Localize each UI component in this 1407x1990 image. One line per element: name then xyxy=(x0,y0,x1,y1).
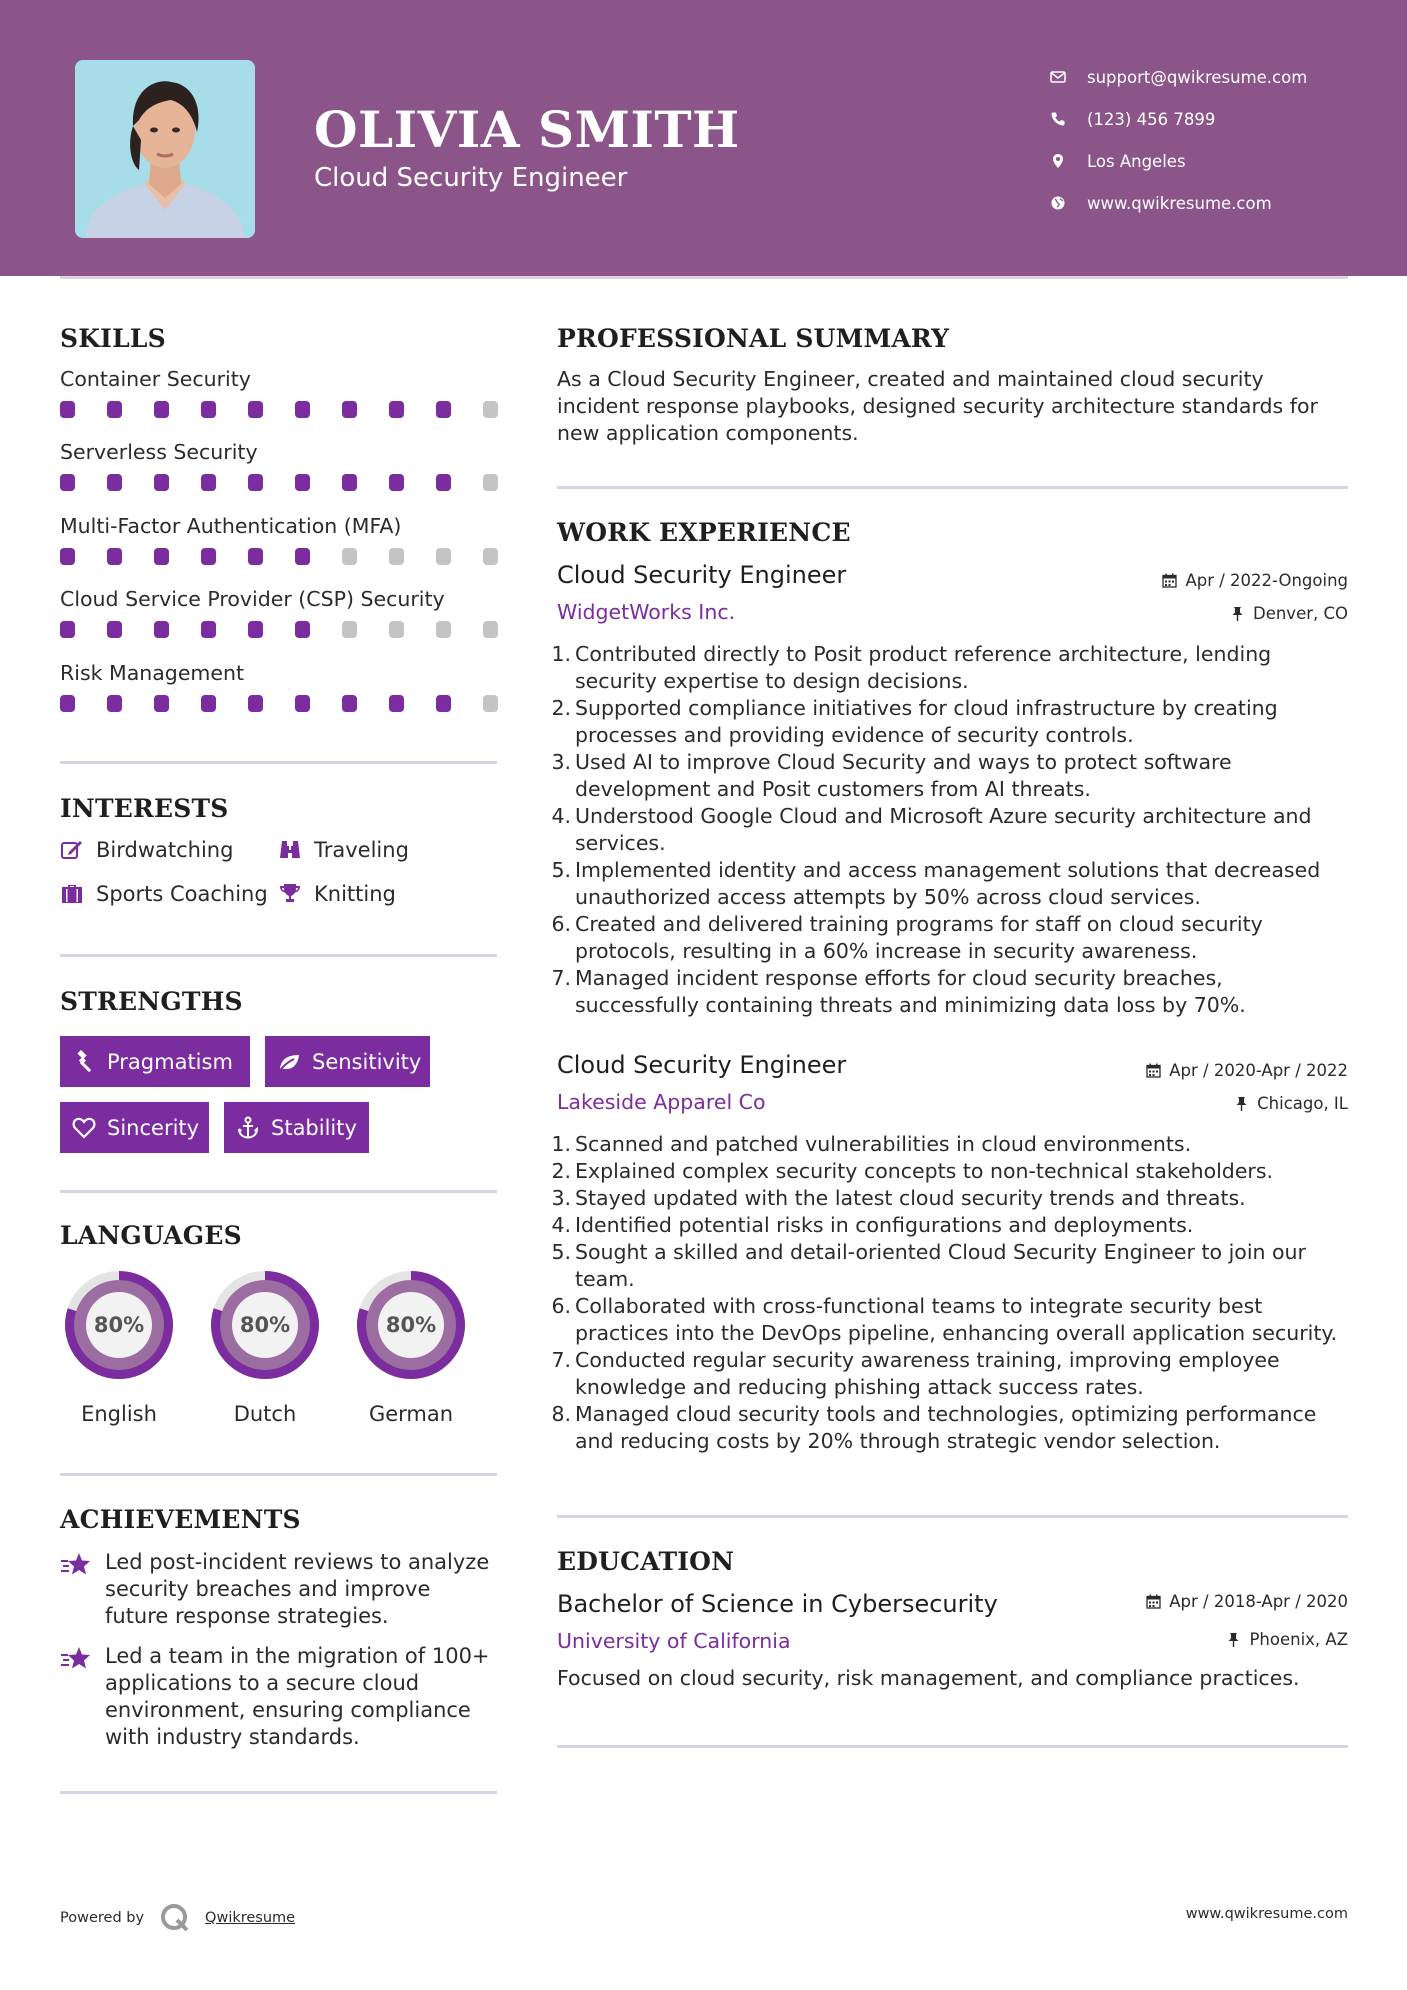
job-location xyxy=(1230,604,1348,623)
language-percent: 80% xyxy=(385,1313,437,1337)
job-dates xyxy=(1162,571,1348,590)
interest-item xyxy=(278,838,409,862)
skill-dot-empty xyxy=(483,621,498,638)
profile-photo xyxy=(75,60,255,238)
company-name: Lakeside Apparel Co xyxy=(557,1090,766,1114)
achievement-item xyxy=(60,1549,500,1630)
skill-dot-empty xyxy=(483,695,498,712)
footer-powered-by xyxy=(60,1902,295,1934)
section-divider xyxy=(557,486,1348,489)
strength-label: Pragmatism xyxy=(107,1049,233,1074)
skill-item xyxy=(60,440,500,491)
strengths-title: STRENGTHS xyxy=(60,987,243,1016)
pushpin-icon xyxy=(1230,606,1245,621)
edit-icon xyxy=(60,838,96,862)
list-item: 4. Identified potential risks in configurations and deployments. xyxy=(551,1213,1194,1237)
job-dates-text: Apr / 2020-Apr / 2022 xyxy=(1169,1061,1348,1080)
skill-dot-filled xyxy=(248,548,263,565)
skill-dot-filled xyxy=(201,621,216,638)
school-name: University of California xyxy=(557,1629,791,1653)
skill-dot-filled xyxy=(436,695,451,712)
language-name: English xyxy=(81,1402,157,1426)
interest-label: Traveling xyxy=(314,838,409,862)
skill-dot-filled xyxy=(201,695,216,712)
skill-dot-filled xyxy=(201,548,216,565)
calendar-icon xyxy=(1146,1063,1161,1078)
heart-icon xyxy=(72,1116,96,1140)
skill-dot-filled xyxy=(154,548,169,565)
language-percent: 80% xyxy=(239,1313,291,1337)
skill-dot-filled xyxy=(154,621,169,638)
contact-website[interactable] xyxy=(1050,182,1307,224)
skill-dot-empty xyxy=(483,401,498,418)
skill-dot-empty xyxy=(389,621,404,638)
skill-dot-empty xyxy=(436,548,451,565)
pushpin-icon xyxy=(1234,1096,1249,1111)
list-item: 5. Sought a skilled and detail-oriented Cloud Security Engineer to join our team. xyxy=(551,1240,1306,1291)
language-item xyxy=(350,1264,472,1426)
job-bullets xyxy=(551,1131,1351,1455)
binoculars-icon xyxy=(278,838,314,862)
contact-phone[interactable] xyxy=(1050,98,1307,140)
section-divider xyxy=(60,761,497,764)
resume-header xyxy=(0,0,1407,276)
education-dates-text: Apr / 2018-Apr / 2020 xyxy=(1169,1592,1348,1611)
skill-item xyxy=(60,661,500,712)
trophy-icon xyxy=(278,882,314,906)
summary-text: As a Cloud Security Engineer, created and maintained cloud security incident response playbooks, designed security architecture standards for new application components. xyxy=(557,367,1318,445)
list-item: 7. Managed incident response efforts for cloud security breaches, successfully containing threats and minimizing data loss by 70%. xyxy=(551,966,1246,1017)
skill-dot-filled xyxy=(107,401,122,418)
job-title: Cloud Security Engineer xyxy=(557,561,847,589)
job-bullets xyxy=(551,641,1351,1019)
skill-name: Multi-Factor Authentication (MFA) xyxy=(60,514,402,538)
skill-rating xyxy=(60,474,498,491)
briefcase-icon xyxy=(60,882,96,906)
degree-title: Bachelor of Science in Cybersecurity xyxy=(557,1590,998,1618)
footer-website[interactable]: www.qwikresume.com xyxy=(1185,1906,1348,1922)
globe-icon xyxy=(1050,195,1087,211)
interest-item xyxy=(60,882,268,906)
skill-dot-filled xyxy=(107,695,122,712)
language-item xyxy=(204,1264,326,1426)
skill-item xyxy=(60,514,500,565)
achievement-item xyxy=(60,1643,500,1751)
language-item xyxy=(58,1264,180,1426)
candidate-name: OLIVIA SMITH xyxy=(314,100,740,159)
skill-dot-filled xyxy=(107,548,122,565)
section-divider xyxy=(557,1745,1348,1748)
star-icon xyxy=(60,1549,105,1630)
skill-dot-empty xyxy=(483,548,498,565)
interest-label: Birdwatching xyxy=(96,838,234,862)
skill-name: Serverless Security xyxy=(60,440,258,464)
company-name: WidgetWorks Inc. xyxy=(557,600,736,624)
section-divider xyxy=(60,1473,497,1476)
education-location xyxy=(1226,1630,1348,1649)
skill-dot-filled xyxy=(436,401,451,418)
list-item: 3. Used AI to improve Cloud Security and ways to protect software development and Posit customers from AI threats. xyxy=(551,750,1232,801)
skill-dot-empty xyxy=(342,621,357,638)
languages-title: LANGUAGES xyxy=(60,1221,242,1250)
skill-dot-empty xyxy=(389,548,404,565)
skill-name: Container Security xyxy=(60,367,251,391)
strength-label: Sincerity xyxy=(107,1115,200,1140)
education-dates xyxy=(1146,1592,1348,1611)
skill-dot-filled xyxy=(201,401,216,418)
strength-label: Stability xyxy=(271,1115,357,1140)
contact-location xyxy=(1050,140,1307,182)
achievement-text: Led post-incident reviews to analyze security breaches and improve future response strategies. xyxy=(105,1550,490,1628)
achievements-title: ACHIEVEMENTS xyxy=(60,1505,301,1534)
skill-dot-filled xyxy=(342,695,357,712)
interest-label: Knitting xyxy=(314,882,396,906)
contact-phone-text: (123) 456 7899 xyxy=(1087,109,1216,129)
skill-dot-filled xyxy=(295,621,310,638)
section-divider xyxy=(557,1515,1348,1518)
header-divider xyxy=(60,276,1348,279)
calendar-icon xyxy=(1162,573,1177,588)
contact-email[interactable] xyxy=(1050,56,1307,98)
skill-dot-filled xyxy=(60,474,75,491)
job-dates-text: Apr / 2022-Ongoing xyxy=(1185,571,1348,590)
skill-dot-filled xyxy=(248,401,263,418)
skill-dot-filled xyxy=(295,474,310,491)
skill-dot-filled xyxy=(248,474,263,491)
star-icon xyxy=(60,1643,105,1751)
skill-name: Cloud Service Provider (CSP) Security xyxy=(60,587,445,611)
interest-label: Sports Coaching xyxy=(96,882,268,906)
section-divider xyxy=(60,1190,497,1193)
language-percent: 80% xyxy=(93,1313,145,1337)
skills-title: SKILLS xyxy=(60,324,166,353)
strength-tag xyxy=(60,1036,250,1087)
list-item: 7. Conducted regular security awareness training, improving employee knowledge and reducing phishing attack success rates. xyxy=(551,1348,1280,1399)
skill-dot-filled xyxy=(154,401,169,418)
language-name: German xyxy=(368,1402,454,1426)
job-location-text: Denver, CO xyxy=(1252,604,1348,623)
contact-location-text: Los Angeles xyxy=(1087,151,1186,171)
skill-dot-filled xyxy=(154,695,169,712)
list-item: 2. Explained complex security concepts to non-technical stakeholders. xyxy=(551,1159,1274,1183)
education-location-text: Phoenix, AZ xyxy=(1249,1630,1348,1649)
pushpin-icon xyxy=(1226,1632,1241,1647)
contact-website-text: www.qwikresume.com xyxy=(1087,193,1272,213)
strength-tag xyxy=(265,1036,430,1087)
skill-item xyxy=(60,587,500,638)
skill-dot-filled xyxy=(295,401,310,418)
skill-dot-filled xyxy=(248,695,263,712)
skill-dot-empty xyxy=(436,621,451,638)
strength-tag xyxy=(224,1102,369,1153)
interests-title: INTERESTS xyxy=(60,794,229,823)
list-item: 5. Implemented identity and access management solutions that decreased unauthorized access attempts by 50% across cloud services. xyxy=(551,858,1321,909)
skill-dot-filled xyxy=(389,401,404,418)
skill-rating xyxy=(60,548,498,565)
skill-dot-filled xyxy=(389,474,404,491)
skill-item xyxy=(60,367,500,418)
experience-title: WORK EXPERIENCE xyxy=(557,518,851,547)
skill-name: Risk Management xyxy=(60,661,245,685)
gavel-icon xyxy=(72,1050,96,1074)
skill-dot-filled xyxy=(342,474,357,491)
job-dates xyxy=(1146,1061,1348,1080)
job-location-text: Chicago, IL xyxy=(1257,1094,1348,1113)
achievement-text: Led a team in the migration of 100+ applications to a secure cloud environment, ensuring compliance with industry standards. xyxy=(105,1644,490,1749)
list-item: 3. Stayed updated with the latest cloud security trends and threats. xyxy=(551,1186,1246,1210)
list-item: 4. Understood Google Cloud and Microsoft Azure security architecture and services. xyxy=(551,804,1312,855)
skill-dot-filled xyxy=(60,621,75,638)
interest-item xyxy=(60,838,233,862)
skill-dot-filled xyxy=(154,474,169,491)
skill-dot-empty xyxy=(483,474,498,491)
skill-dot-filled xyxy=(389,695,404,712)
skill-dot-filled xyxy=(201,474,216,491)
list-item: 1. Contributed directly to Posit product reference architecture, lending security expertise to design decisions. xyxy=(551,642,1272,693)
skill-dot-filled xyxy=(295,548,310,565)
education-description: Focused on cloud security, risk management, and compliance practices. xyxy=(557,1666,1300,1690)
skill-rating xyxy=(60,695,498,712)
envelope-icon xyxy=(1050,69,1087,85)
job-location xyxy=(1234,1094,1348,1113)
summary-title: PROFESSIONAL SUMMARY xyxy=(557,324,950,353)
skill-dot-filled xyxy=(295,695,310,712)
skill-dot-filled xyxy=(248,621,263,638)
map-marker-icon xyxy=(1050,153,1087,169)
skill-dot-filled xyxy=(60,695,75,712)
skill-dot-filled xyxy=(107,474,122,491)
job-title: Cloud Security Engineer xyxy=(557,1051,847,1079)
skill-rating xyxy=(60,621,498,638)
list-item: 1. Scanned and patched vulnerabilities in cloud environments. xyxy=(551,1132,1192,1156)
skill-dot-filled xyxy=(60,401,75,418)
skill-dot-filled xyxy=(107,621,122,638)
skill-dot-empty xyxy=(342,548,357,565)
leaf-icon xyxy=(277,1050,301,1074)
phone-icon xyxy=(1050,111,1087,127)
section-divider xyxy=(60,1791,497,1794)
powered-by-text: Powered by xyxy=(60,1910,145,1926)
section-divider xyxy=(60,954,497,957)
strength-label: Sensitivity xyxy=(312,1049,422,1074)
skill-dot-filled xyxy=(436,474,451,491)
calendar-icon xyxy=(1146,1594,1161,1609)
candidate-role: Cloud Security Engineer xyxy=(314,163,628,193)
list-item: 2. Supported compliance initiatives for cloud infrastructure by creating processes and providing evidence of security controls. xyxy=(551,696,1278,747)
language-name: Dutch xyxy=(233,1402,297,1426)
qwikresume-link[interactable]: Qwikresume xyxy=(205,1910,296,1926)
skill-dot-filled xyxy=(60,548,75,565)
list-item: 6. Collaborated with cross-functional teams to integrate security best practices into the DevOps pipeline, enhancing overall application security. xyxy=(551,1294,1338,1345)
interest-item xyxy=(278,882,396,906)
strength-tag xyxy=(60,1102,209,1153)
skill-dot-filled xyxy=(342,401,357,418)
education-title: EDUCATION xyxy=(557,1547,735,1576)
list-item: 6. Created and delivered training programs for staff on cloud security protocols, resulting in a 60% increase in security awareness. xyxy=(551,912,1263,963)
qwikresume-logo-icon xyxy=(159,1902,191,1934)
skill-rating xyxy=(60,401,498,418)
contact-email-text: support@qwikresume.com xyxy=(1087,67,1308,87)
contact-list xyxy=(1050,56,1307,224)
anchor-icon xyxy=(236,1116,260,1140)
list-item: 8. Managed cloud security tools and technologies, optimizing performance and reducing costs by 20% through strategic vendor selection. xyxy=(551,1402,1317,1453)
